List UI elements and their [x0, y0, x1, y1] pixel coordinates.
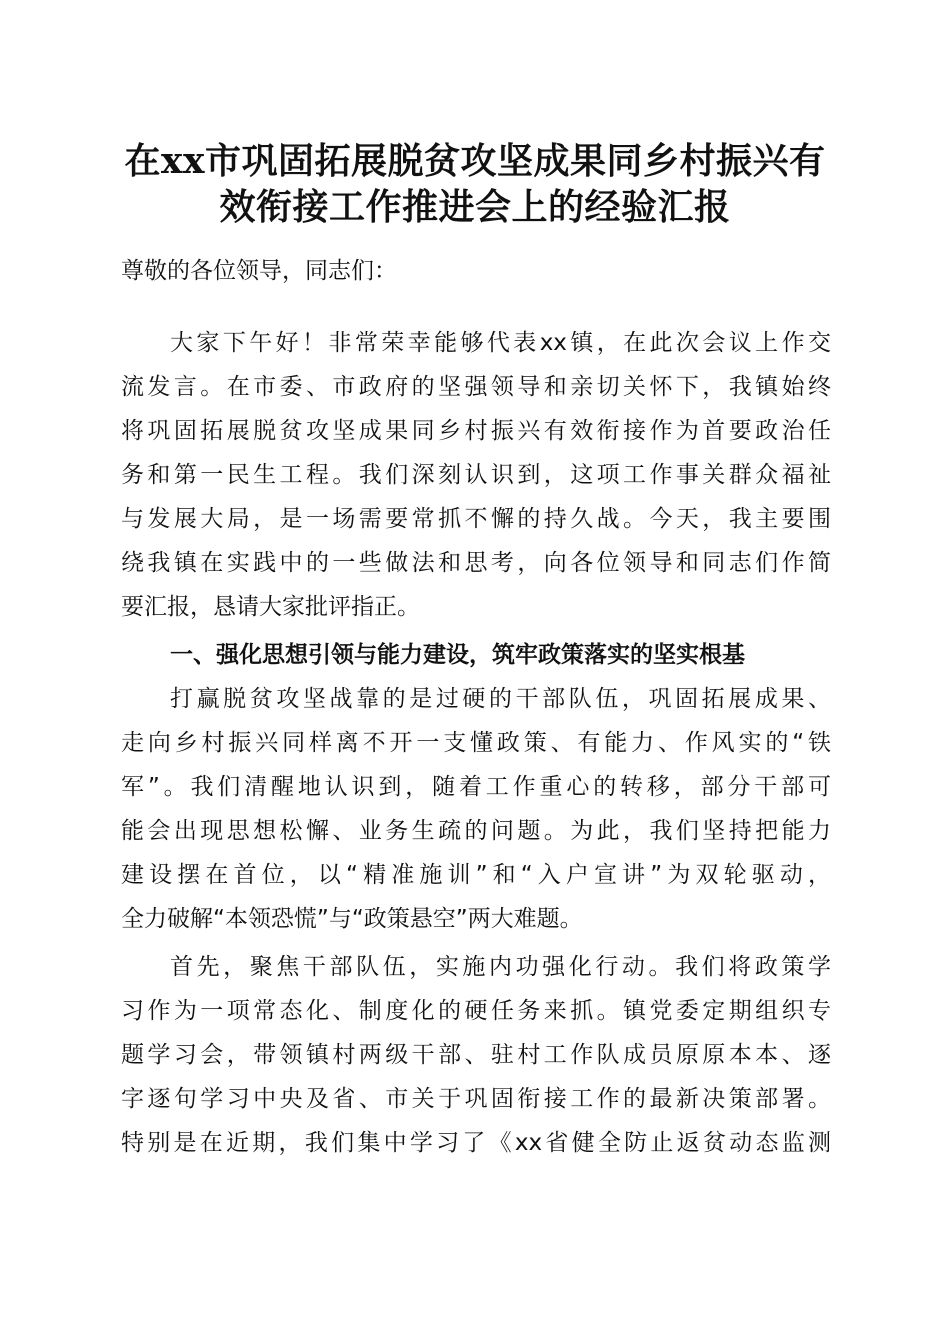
paragraph-line: 能会出现思想松懈、业务生疏的问题。为此，我们坚持把能力	[121, 818, 831, 844]
paragraph-line: 题学习会，带领镇村两级干部、驻村工作队成员原原本本、逐	[121, 1042, 831, 1068]
paragraph-line: 字逐句学习中央及省、市关于巩固衔接工作的最新决策部署。	[121, 1086, 831, 1112]
document-title-line-2: 效衔接工作推进会上的经验汇报	[219, 186, 731, 228]
paragraph-line: 军”。我们清醒地认识到，随着工作重心的转移，部分干部可	[121, 774, 831, 800]
paragraph-line: 将巩固拓展脱贫攻坚成果同乡村振兴有效衔接作为首要政治任	[121, 418, 831, 444]
paragraph-line: 打赢脱贫攻坚战靠的是过硬的干部队伍，巩固拓展成果、	[170, 686, 831, 712]
document-title-line-1: 在xx市巩固拓展脱贫攻坚成果同乡村振兴有	[124, 140, 826, 182]
salutation: 尊敬的各位领导，同志们：	[121, 258, 397, 284]
paragraph-line: 特别是在近期，我们集中学习了《xx省健全防止返贫动态监测	[121, 1130, 831, 1156]
paragraph-line: 首先，聚焦干部队伍，实施内功强化行动。我们将政策学	[170, 954, 831, 980]
paragraph-line: 与发展大局，是一场需要常抓不懈的持久战。今天，我主要围	[121, 506, 831, 532]
paragraph-line: 绕我镇在实践中的一些做法和思考，向各位领导和同志们作简	[121, 550, 831, 576]
paragraph-line: 习作为一项常态化、制度化的硬任务来抓。镇党委定期组织专	[121, 998, 831, 1024]
paragraph-line: 大家下午好！非常荣幸能够代表xx镇，在此次会议上作交	[170, 330, 831, 356]
paragraph-line: 全力破解“本领恐慌”与“政策悬空”两大难题。	[121, 906, 583, 932]
paragraph-line: 要汇报，恳请大家批评指正。	[121, 594, 420, 620]
paragraph-line: 务和第一民生工程。我们深刻认识到，这项工作事关群众福祉	[121, 462, 831, 488]
paragraph-line: 建设摆在首位，以“精准施训”和“入户宣讲”为双轮驱动，	[121, 862, 831, 888]
paragraph-line: 流发言。在市委、市政府的坚强领导和亲切关怀下，我镇始终	[121, 374, 831, 400]
paragraph-line: 走向乡村振兴同样离不开一支懂政策、有能力、作风实的“铁	[121, 730, 831, 756]
section-heading: 一、强化思想引领与能力建设，筑牢政策落实的坚实根基	[170, 642, 745, 668]
